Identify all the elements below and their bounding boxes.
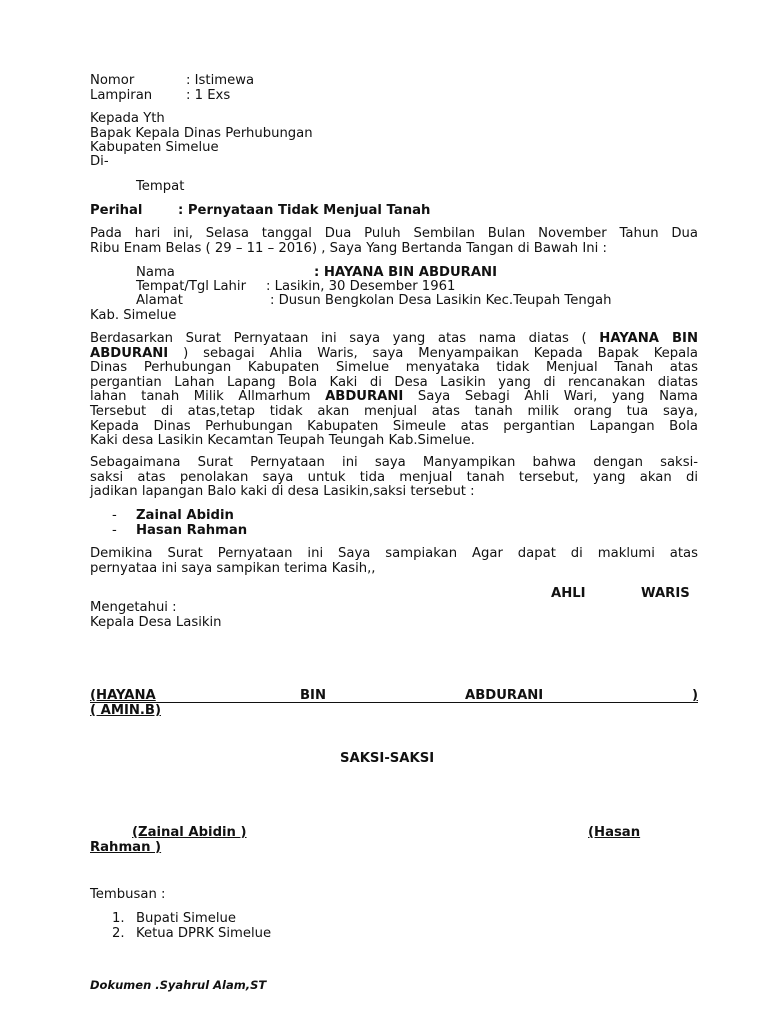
body1-line: [90, 347, 698, 362]
witness-name: Hasan Rahman: [136, 523, 248, 538]
address-label: Alamat: [136, 293, 183, 308]
saksi-witness-2b: Rahman ): [90, 840, 162, 855]
body1-line: Dinas Perhubungan Kabupaten Simelue menyataka tidak Menjual Tanah atas: [90, 360, 698, 376]
identity-birth-row: [136, 279, 455, 294]
lampiran-row: [90, 88, 230, 103]
signature-underline: [90, 688, 698, 703]
tembusan-text: Ketua DPRK Simelue: [136, 926, 272, 941]
tembusan-label: Tembusan :: [90, 887, 166, 902]
tembusan-item: [112, 926, 271, 941]
body1-line: [90, 390, 698, 405]
nomor-row: [90, 73, 254, 88]
tembusan-number: 1.: [112, 911, 125, 926]
lampiran-value: : 1 Exs: [186, 88, 231, 103]
ahli-text: AHLI: [551, 586, 586, 601]
birth-value: : Lasikin, 30 Desember 1961: [266, 279, 456, 294]
nomor-value: : Istimewa: [186, 73, 255, 88]
body1-line: [90, 332, 698, 347]
saksi-title: SAKSI-SAKSI: [340, 751, 435, 766]
body1-bold-name: HAYANA BIN: [599, 331, 698, 346]
body2-line: saksi atas penolakan saya untuk tida menjual tanah tersebut, yang akan di: [90, 469, 698, 485]
nomor-label: Nomor: [90, 73, 135, 88]
body2-line: Sebagaimana Surat Pernyataan ini saya Manyampikan bahwa dengan saksi-: [90, 455, 698, 470]
intro-line: Pada hari ini, Selasa tanggal Dua Puluh Sembilan Bulan November Tahun Dua: [90, 226, 698, 241]
name-value: : HAYANA BIN ABDURANI: [314, 265, 497, 280]
body-paragraph-1: [90, 332, 698, 449]
tembusan-number: 2.: [112, 926, 125, 941]
waris-text: WARIS: [641, 586, 690, 601]
witness-list-item: [112, 523, 247, 538]
name-label: Nama: [136, 265, 175, 280]
bullet-dash: -: [112, 508, 117, 523]
witness-name: Zainal Abidin: [136, 508, 234, 523]
mengetahui-text: Mengetahui :: [90, 600, 177, 615]
sig-part: BIN: [300, 688, 326, 703]
bullet-dash: -: [112, 523, 117, 538]
sig-part: ): [691, 688, 698, 703]
lampiran-label: Lampiran: [90, 88, 153, 103]
sig-part: (HAYANA: [90, 688, 156, 703]
tembusan-item: [112, 911, 236, 926]
witness-list-item: [112, 508, 234, 523]
subject-row: [90, 203, 430, 218]
recipient-line-4: Di-: [90, 154, 109, 169]
tembusan-text: Bupati Simelue: [136, 911, 237, 926]
subject-value: : Pernyataan Tidak Menjual Tanah: [178, 203, 431, 218]
address-continuation: Kab. Simelue: [90, 308, 177, 323]
identity-address-row: [136, 293, 612, 308]
body1-text: lahan tanah Milik Allmarhum: [90, 389, 326, 405]
intro-line: Ribu Enam Belas ( 29 – 11 – 2016) , Saya Yang Bertanda Tangan di Bawah Ini :: [90, 240, 607, 256]
address-value: : Dusun Bengkolan Desa Lasikin Kec.Teupah Tengah: [270, 293, 612, 308]
body1-bold-name: ABDURANI: [325, 389, 404, 405]
closing-paragraph: [90, 547, 698, 576]
identity-name-row: [136, 265, 497, 280]
recipient-line-1: Kepada Yth: [90, 111, 165, 126]
body1-line: pergantian Lahan Lapang Bola Kaki di Desa Lasikin yang di rencanakan diatas: [90, 374, 698, 390]
body1-text: Saya Sebagi Ahli Wari, yang Nama: [403, 389, 698, 405]
closing-line: Demikina Surat Pernyataan ini Saya sampiakan Agar dapat di maklumi atas: [90, 546, 698, 561]
recipient-line-2: Bapak Kepala Dinas Perhubungan: [90, 126, 313, 141]
intro-paragraph: [90, 227, 698, 256]
sig-part: ABDURANI: [465, 688, 544, 703]
subject-label: Perihal: [90, 203, 143, 218]
birth-label: Tempat/Tgl Lahir: [136, 279, 246, 294]
body-paragraph-2: [90, 456, 698, 500]
closing-line: pernyataa ini saya sampikan terima Kasih,,: [90, 560, 376, 576]
body2-line: jadikan lapangan Balo kaki di desa Lasikin,saksi tersebut :: [90, 484, 475, 500]
body1-line: Tersebut di atas,tetap tidak akan menjual atas tanah milik orang tua saya,: [90, 403, 698, 419]
body1-line: Kaki desa Lasikin Kecamtan Teupah Teungah Kab.Simelue.: [90, 433, 475, 449]
body1-text: Berdasarkan Surat Pernyataan ini saya yang atas nama diatas (: [90, 331, 600, 346]
saksi-witness-2a: (Hasan: [588, 825, 641, 840]
sig-amin: ( AMIN.B): [90, 703, 161, 718]
body1-line: Kepada Dinas Perhubungan Kabupaten Simeule atas pergantian Lapangan Bola: [90, 418, 698, 434]
body1-text: ) sebagai Ahlia Waris, saya Menyampaikan Kepada Bapak Kepala: [168, 345, 698, 361]
document-footer: Dokumen .Syahrul Alam,ST: [90, 978, 267, 992]
body1-bold-name: ABDURANI: [90, 345, 169, 361]
saksi-witness-1: (Zainal Abidin ): [132, 825, 247, 840]
kepala-desa-text: Kepala Desa Lasikin: [90, 615, 222, 630]
recipient-line-3: Kabupaten Simelue: [90, 140, 219, 155]
recipient-place: Tempat: [136, 179, 185, 194]
